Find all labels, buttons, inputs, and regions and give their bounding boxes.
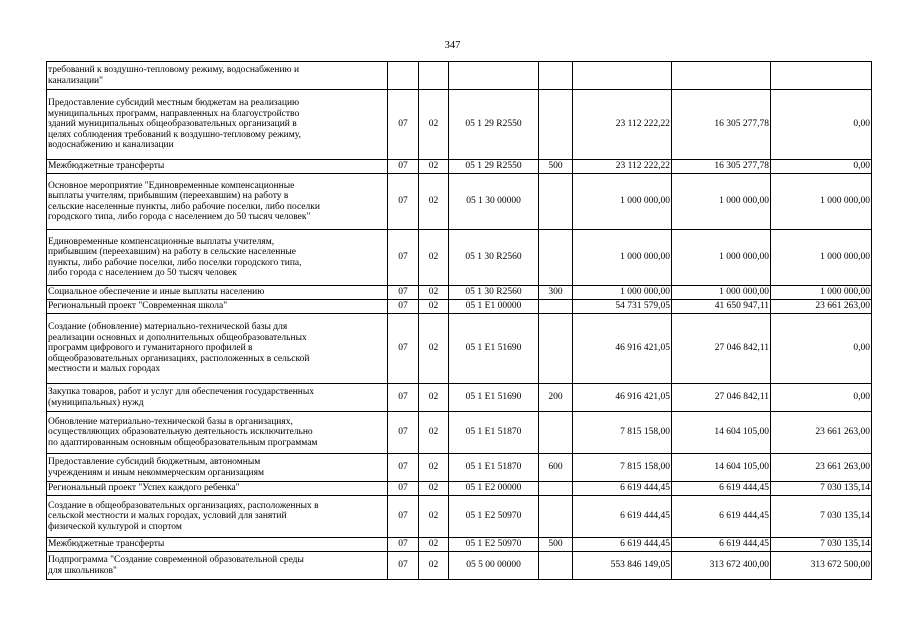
row-subsection: 02: [419, 160, 449, 174]
table-row: [47, 538, 872, 552]
row-amount-year1: 1 000 000,00: [573, 286, 672, 300]
row-amount-year2: 16 305 277,78: [672, 90, 771, 160]
row-amount-year3: 0,00: [771, 384, 872, 412]
table-row: [47, 286, 872, 300]
row-target-item: 05 1 E2 50970: [449, 538, 539, 552]
row-amount-year2: 313 672 400,00: [672, 552, 771, 580]
row-section: 07: [388, 160, 419, 174]
row-subsection: 02: [419, 90, 449, 160]
row-amount-year2: 6 619 444,45: [672, 496, 771, 538]
row-name: Закупка товаров, работ и услуг для обеспечения государственных (муниципальных) нужд: [47, 384, 388, 412]
row-expense-type: [539, 412, 573, 454]
row-amount-year3: [771, 62, 872, 90]
row-amount-year1: 23 112 222,22: [573, 90, 672, 160]
row-amount-year2: 14 604 105,00: [672, 412, 771, 454]
row-amount-year2: 6 619 444,45: [672, 482, 771, 496]
row-amount-year1: 7 815 158,00: [573, 454, 672, 482]
row-amount-year2: [672, 62, 771, 90]
row-amount-year2: 16 305 277,78: [672, 160, 771, 174]
table-row: [47, 300, 872, 314]
row-subsection: 02: [419, 454, 449, 482]
row-name: Создание в общеобразовательных организациях, расположенных в сельской местности и малых городах, условий для занятий физической культурой и спортом: [47, 496, 388, 538]
row-amount-year3: 0,00: [771, 314, 872, 384]
row-expense-type: 500: [539, 160, 573, 174]
row-name: Единовременные компенсационные выплаты учителям, прибывшим (переехавшим) на работу в сельские населенные пункты, либо рабочие поселки, либо поселки городского типа, либо города с населением до 50 тысяч человек: [47, 230, 388, 286]
row-amount-year3: 0,00: [771, 160, 872, 174]
row-target-item: 05 1 E1 00000: [449, 300, 539, 314]
row-target-item: 05 1 E1 51690: [449, 314, 539, 384]
row-amount-year1: 54 731 579,05: [573, 300, 672, 314]
table-row: [47, 454, 872, 482]
row-subsection: 02: [419, 384, 449, 412]
budget-table: [46, 61, 872, 580]
row-amount-year1: 23 112 222,22: [573, 160, 672, 174]
row-name: Предоставление субсидий бюджетным, автономным учреждениям и иным некоммерческим организациям: [47, 454, 388, 482]
row-target-item: 05 5 00 00000: [449, 552, 539, 580]
row-amount-year3: 1 000 000,00: [771, 174, 872, 230]
row-amount-year3: 1 000 000,00: [771, 230, 872, 286]
table-row: [47, 314, 872, 384]
row-amount-year1: 6 619 444,45: [573, 482, 672, 496]
row-amount-year2: 41 650 947,11: [672, 300, 771, 314]
table-row: [47, 552, 872, 580]
row-amount-year2: 27 046 842,11: [672, 314, 771, 384]
row-amount-year1: 46 916 421,05: [573, 384, 672, 412]
row-target-item: 05 1 E1 51870: [449, 412, 539, 454]
row-section: 07: [388, 412, 419, 454]
row-amount-year1: 7 815 158,00: [573, 412, 672, 454]
row-amount-year2: 27 046 842,11: [672, 384, 771, 412]
row-amount-year3: 313 672 500,00: [771, 552, 872, 580]
row-amount-year3: 7 030 135,14: [771, 496, 872, 538]
row-target-item: [449, 62, 539, 90]
row-subsection: 02: [419, 174, 449, 230]
row-expense-type: [539, 482, 573, 496]
row-expense-type: [539, 174, 573, 230]
budget-table-body: [47, 62, 872, 580]
row-target-item: 05 1 29 R2550: [449, 160, 539, 174]
row-section: 07: [388, 384, 419, 412]
row-subsection: 02: [419, 538, 449, 552]
row-subsection: 02: [419, 286, 449, 300]
row-subsection: 02: [419, 412, 449, 454]
row-section: 07: [388, 538, 419, 552]
row-expense-type: 600: [539, 454, 573, 482]
row-section: 07: [388, 496, 419, 538]
row-subsection: [419, 62, 449, 90]
row-name: Создание (обновление) материально-технической базы для реализации основных и дополнительных общеобразовательных программ цифрового и гуманитарного профилей в общеобразовательных организациях, расположенных в сельской местности и малых городах: [47, 314, 388, 384]
row-name: Основное мероприятие "Единовременные компенсационные выплаты учителям, прибывшим (переехавшим) на работу в сельские населенные пункты, либо рабочие поселки, либо поселки городского типа, либо города с населением до 50 тысяч человек": [47, 174, 388, 230]
row-amount-year3: 23 661 263,00: [771, 300, 872, 314]
table-row: [47, 160, 872, 174]
row-amount-year2: 1 000 000,00: [672, 230, 771, 286]
row-section: [388, 62, 419, 90]
row-amount-year3: 7 030 135,14: [771, 538, 872, 552]
row-amount-year2: 1 000 000,00: [672, 286, 771, 300]
row-target-item: 05 1 E1 51870: [449, 454, 539, 482]
table-row: [47, 496, 872, 538]
row-amount-year2: 14 604 105,00: [672, 454, 771, 482]
row-section: 07: [388, 286, 419, 300]
row-name: Предоставление субсидий местным бюджетам на реализацию муниципальных программ, направленных на благоустройство зданий муниципальных общеобразовательных организаций в целях соблюдения требований к воздушно-тепловому режиму, водоснабжению и канализации: [47, 90, 388, 160]
row-section: 07: [388, 314, 419, 384]
row-expense-type: 500: [539, 538, 573, 552]
row-amount-year1: [573, 62, 672, 90]
row-section: 07: [388, 552, 419, 580]
page-number: 347: [444, 40, 461, 51]
row-expense-type: [539, 230, 573, 286]
row-expense-type: [539, 62, 573, 90]
row-expense-type: [539, 300, 573, 314]
table-row: [47, 62, 872, 90]
row-target-item: 05 1 29 R2550: [449, 90, 539, 160]
row-amount-year1: 6 619 444,45: [573, 496, 672, 538]
row-expense-type: [539, 314, 573, 384]
row-name: Обновление материально-технической базы в организациях, осуществляющих образовательную деятельность исключительно по адаптированным основным общеобразовательным программам: [47, 412, 388, 454]
table-row: [47, 230, 872, 286]
row-name: Региональный проект "Успех каждого ребенка": [47, 482, 388, 496]
row-expense-type: 200: [539, 384, 573, 412]
row-target-item: 05 1 E2 50970: [449, 496, 539, 538]
row-target-item: 05 1 E2 00000: [449, 482, 539, 496]
table-row: [47, 482, 872, 496]
row-name: требований к воздушно-тепловому режиму, водоснабжению и канализации": [47, 62, 388, 90]
row-subsection: 02: [419, 496, 449, 538]
row-target-item: 05 1 30 R2560: [449, 286, 539, 300]
row-amount-year3: 1 000 000,00: [771, 286, 872, 300]
row-section: 07: [388, 174, 419, 230]
row-section: 07: [388, 482, 419, 496]
row-name: Межбюджетные трансферты: [47, 160, 388, 174]
row-target-item: 05 1 30 00000: [449, 174, 539, 230]
table-row: [47, 412, 872, 454]
row-expense-type: [539, 496, 573, 538]
row-name: Региональный проект "Современная школа": [47, 300, 388, 314]
row-subsection: 02: [419, 482, 449, 496]
row-amount-year1: 6 619 444,45: [573, 538, 672, 552]
row-subsection: 02: [419, 230, 449, 286]
row-subsection: 02: [419, 300, 449, 314]
row-amount-year2: 6 619 444,45: [672, 538, 771, 552]
row-amount-year1: 1 000 000,00: [573, 230, 672, 286]
table-row: [47, 174, 872, 230]
row-amount-year1: 46 916 421,05: [573, 314, 672, 384]
row-amount-year1: 1 000 000,00: [573, 174, 672, 230]
row-section: 07: [388, 300, 419, 314]
row-subsection: 02: [419, 552, 449, 580]
row-expense-type: 300: [539, 286, 573, 300]
row-subsection: 02: [419, 314, 449, 384]
row-amount-year3: 23 661 263,00: [771, 454, 872, 482]
row-amount-year1: 553 846 149,05: [573, 552, 672, 580]
row-amount-year3: 0,00: [771, 90, 872, 160]
row-expense-type: [539, 90, 573, 160]
table-row: [47, 384, 872, 412]
row-target-item: 05 1 30 R2560: [449, 230, 539, 286]
row-target-item: 05 1 E1 51690: [449, 384, 539, 412]
row-amount-year3: 7 030 135,14: [771, 482, 872, 496]
row-name: Подпрограмма "Создание современной образовательной среды для школьников": [47, 552, 388, 580]
row-amount-year3: 23 661 263,00: [771, 412, 872, 454]
row-section: 07: [388, 454, 419, 482]
table-row: [47, 90, 872, 160]
row-expense-type: [539, 552, 573, 580]
row-section: 07: [388, 230, 419, 286]
row-name: Социальное обеспечение и иные выплаты населению: [47, 286, 388, 300]
row-name: Межбюджетные трансферты: [47, 538, 388, 552]
row-section: 07: [388, 90, 419, 160]
row-amount-year2: 1 000 000,00: [672, 174, 771, 230]
